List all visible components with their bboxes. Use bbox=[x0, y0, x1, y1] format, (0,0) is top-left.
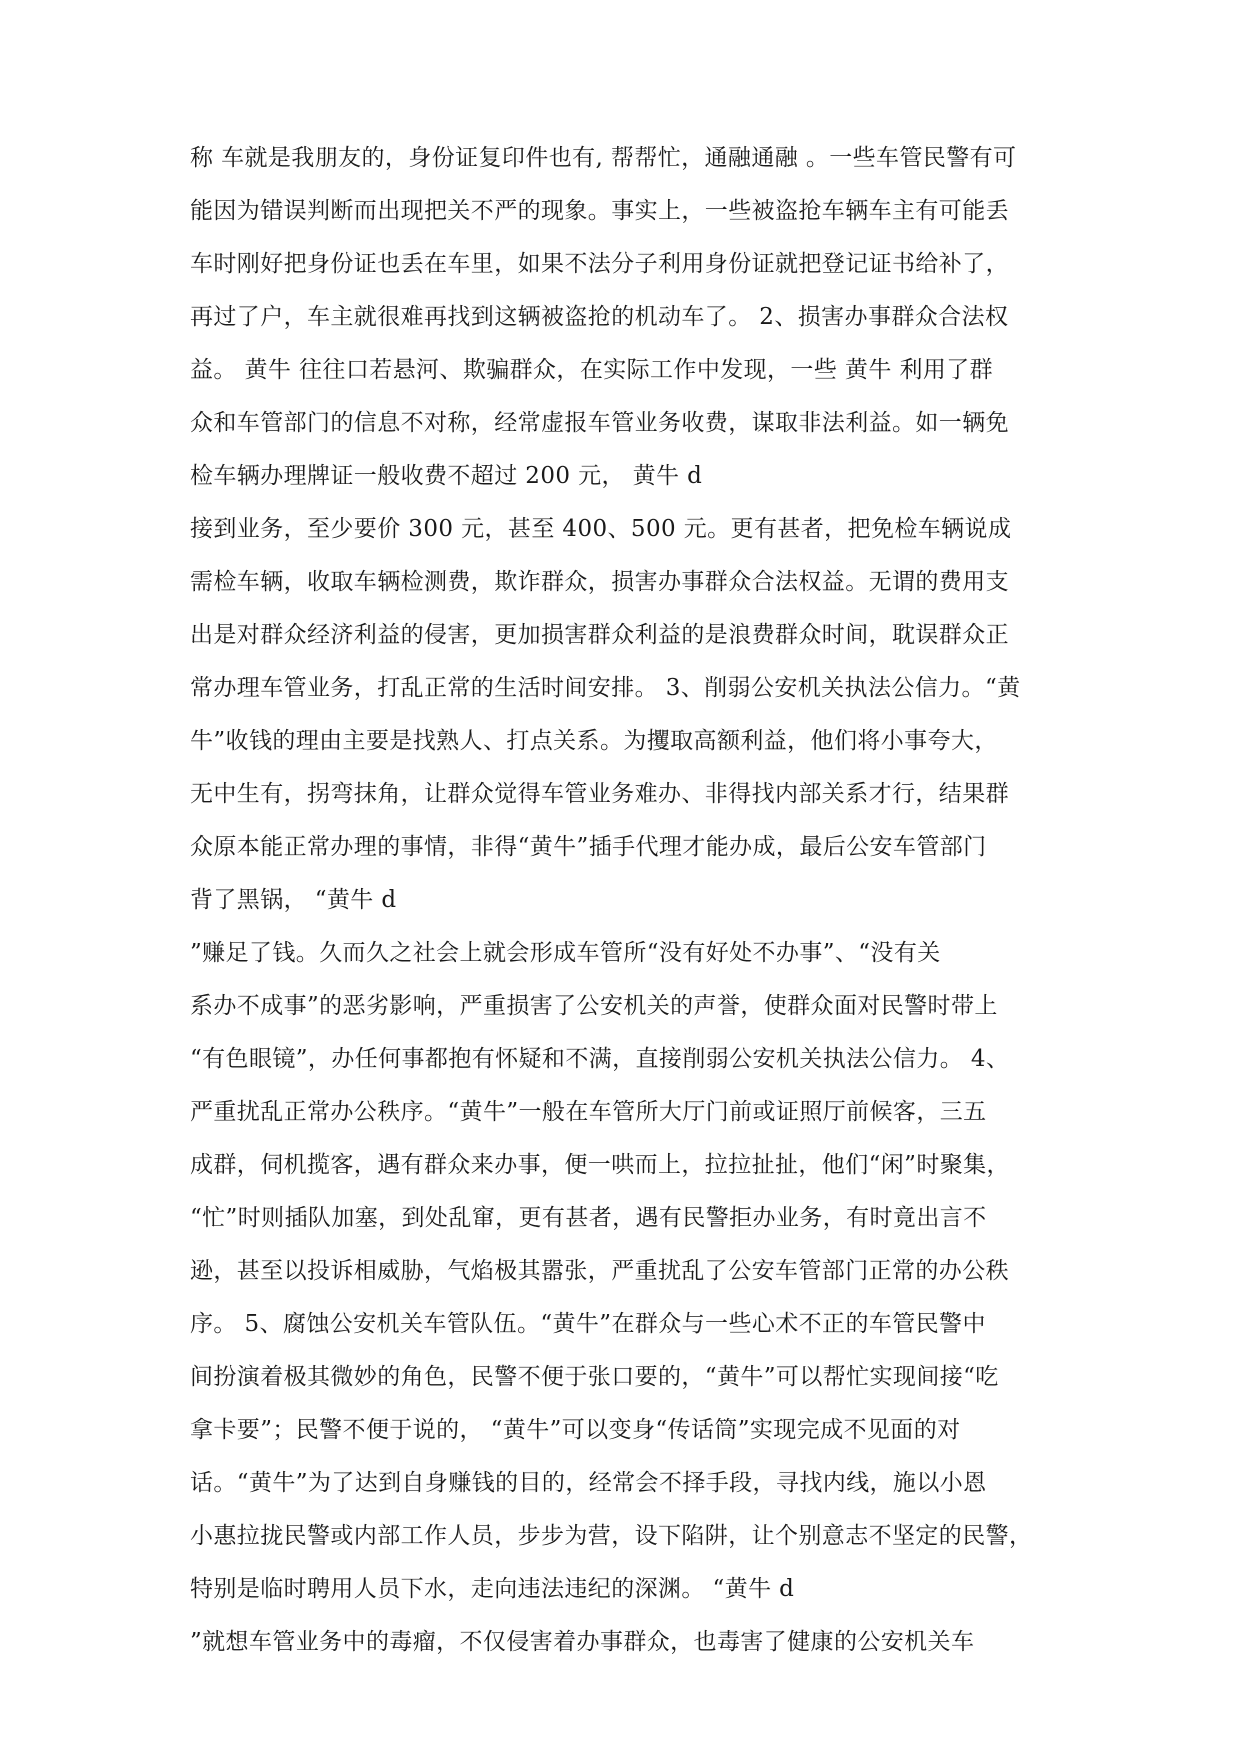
text-line: 接到业务，至少要价 300 元，甚至 400、500 元。更有甚者，把免检车辆说成 bbox=[190, 516, 1012, 542]
text-line: 检车辆办理牌证一般收费不超过 200 元， 黄牛 d bbox=[190, 463, 703, 489]
text-line: 牛”收钱的理由主要是找熟人、打点关系。为攫取高额利益，他们将小事夸大， bbox=[190, 728, 998, 754]
text-line: 逊，甚至以投诉相威胁，气焰极其嚣张，严重扰乱了公安车管部门正常的办公秩 bbox=[190, 1258, 1009, 1284]
text-line: 需检车辆，收取车辆检测费，欺诈群众，损害办事群众合法权益。无谓的费用支 bbox=[190, 569, 1009, 595]
text-line: 背了黑锅， “黄牛 d bbox=[190, 887, 397, 913]
text-line: 益。 黄牛 往往口若悬河、欺骗群众，在实际工作中发现，一些 黄牛 利用了群 bbox=[190, 357, 994, 383]
text-line: 称 车就是我朋友的，身份证复印件也有, 帮帮忙，通融通融 。一些车管民警有可 bbox=[190, 145, 1017, 171]
text-line: 出是对群众经济利益的侵害，更加损害群众利益的是浪费群众时间，耽误群众正 bbox=[190, 622, 1009, 648]
text-line: “有色眼镜”，办任何事都抱有怀疑和不满，直接削弱公安机关执法公信力。 4、 bbox=[190, 1046, 1010, 1072]
text-line: 拿卡要”；民警不便于说的， “黄牛”可以变身“传话筒”实现完成不见面的对 bbox=[190, 1417, 961, 1443]
text-line: “忙”时则插队加塞，到处乱窜，更有甚者，遇有民警拒办业务，有时竟出言不 bbox=[190, 1205, 987, 1231]
text-line: 成群，伺机揽客，遇有群众来办事，便一哄而上，拉拉扯扯，他们“闲”时聚集， bbox=[190, 1152, 1010, 1178]
text-line: 系办不成事”的恶劣影响，严重损害了公安机关的声誉，使群众面对民警时带上 bbox=[190, 993, 998, 1019]
text-line: 车时刚好把身份证也丢在车里，如果不法分子利用身份证就把登记证书给补了， bbox=[190, 251, 1009, 277]
text-line: 间扮演着极其微妙的角色，民警不便于张口要的，“黄牛”可以帮忙实现间接“吃 bbox=[190, 1364, 999, 1390]
text-line: 无中生有，拐弯抹角，让群众觉得车管业务难办、非得找内部关系才行，结果群 bbox=[190, 781, 1009, 807]
text-line: 能因为错误判断而出现把关不严的现象。事实上，一些被盗抢车辆车主有可能丢 bbox=[190, 198, 1009, 224]
text-line: ”赚足了钱。久而久之社会上就会形成车管所“没有好处不办事”、“没有关 bbox=[190, 940, 941, 966]
text-line: 众原本能正常办理的事情，非得“黄牛”插手代理才能办成，最后公安车管部门 bbox=[190, 834, 987, 860]
text-line: 众和车管部门的信息不对称，经常虚报车管业务收费，谋取非法利益。如一辆免 bbox=[190, 410, 1009, 436]
text-line: ”就想车管业务中的毒瘤，不仅侵害着办事群众，也毒害了健康的公安机关车 bbox=[190, 1629, 975, 1655]
text-line: 序。 5、腐蚀公安机关车管队伍。“黄牛”在群众与一些心术不正的车管民警中 bbox=[190, 1311, 986, 1337]
text-line: 特别是临时聘用人员下水，走向违法违纪的深渊。 “黄牛 d bbox=[190, 1576, 795, 1602]
text-line: 小惠拉拢民警或内部工作人员，步步为营，设下陷阱，让个别意志不坚定的民警， bbox=[190, 1523, 1033, 1549]
text-line: 话。“黄牛”为了达到自身赚钱的目的，经常会不择手段，寻找内线，施以小恩 bbox=[190, 1470, 987, 1496]
text-line: 常办理车管业务，打乱正常的生活时间安排。 3、削弱公安机关执法公信力。“黄 bbox=[190, 675, 1021, 701]
text-line: 再过了户，车主就很难再找到这辆被盗抢的机动车了。 2、损害办事群众合法权 bbox=[190, 304, 1009, 330]
text-line: 严重扰乱正常办公秩序。“黄牛”一般在车管所大厅门前或证照厅前候客，三五 bbox=[190, 1099, 987, 1125]
